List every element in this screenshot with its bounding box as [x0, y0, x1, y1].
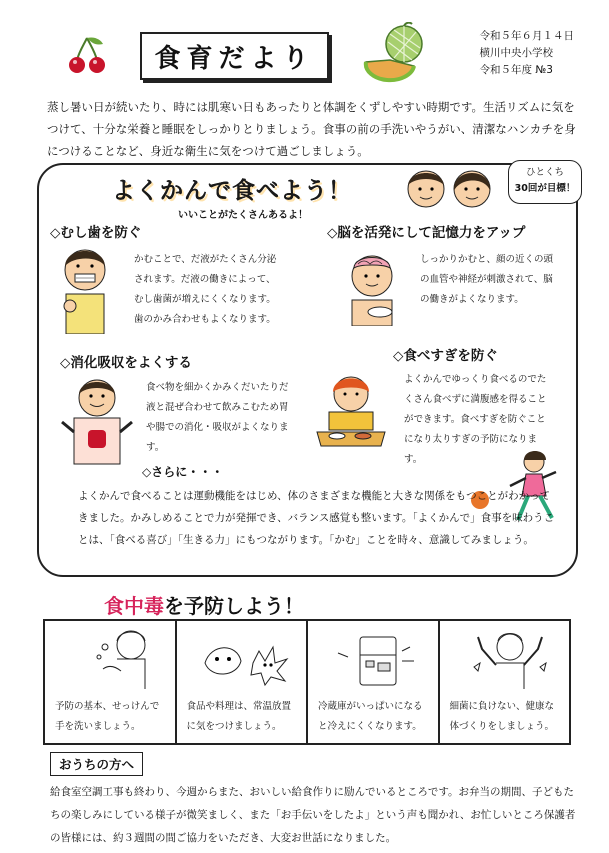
section-text-more: よくかんで食べることは運動機能をはじめ、体のさまざまな機能と大きな関係をもつことがわかってきました。かみしめることで力が発揮でき、バランス感覚も整います。「よくかんで」食事を味わうことは、「食べる喜び」「生きる力」にもつながります。「かむ」ことを時々、意識してみましょう。: [78, 490, 555, 546]
food-poisoning-tips: [43, 619, 571, 745]
section-text-cavities: かむことで、だ液がたくさん分泌されます。だ液の働きによって、むし歯菌が増えにくくなります。歯のかみ合わせもよくなります。: [134, 254, 277, 325]
school-name: 横川中央小学校: [479, 47, 553, 59]
tip-text-health: 細菌に負けない、健康な体づくりをしましょう。: [449, 701, 555, 732]
section-text-brain: しっかりかむと、顔の近くの頭の血管や神経が刺激されて、脳の働きがよくなります。: [420, 254, 554, 305]
girl-eating-brain-illustration: [340, 246, 404, 326]
chewing-catchphrase: よくかんで食べよう！: [112, 178, 352, 204]
boy-brushing-illustration: [56, 244, 114, 334]
intro-text: 蒸し暑い日が続いたり、時には肌寒い日もあったりと体調をくずしやすい時期です。生活リズムに気をつけて、十分な栄養と睡眠をしっかりとりましょう。食事の前の手洗いやうがい、清潔なハンカチを身につけることなど、身近な衛生に気をつけて過ごしましょう。: [47, 100, 576, 158]
parents-text: 給食室空調工事も終わり、今週からまた、おいしい給食作りに励んでいるところです。お弁当の期間、子どもたちの楽しみにしている様子が微笑ましく、また「お手伝いをしたよ」という声も聞かれ、お忙しいところ保護者の皆様には、約３週間の間ご協力をいただき、大変お世話になりました。: [50, 786, 576, 844]
issue-date: 令和５年６月１４日: [479, 30, 574, 42]
tip-card-health: [440, 621, 570, 743]
section-text-digestion: 食べ物を細かくかみくだいたりだ液と混ぜ合わせて飲みこむため胃や腸での消化・吸収がよくなります。: [146, 382, 289, 453]
cherry-icon: [65, 36, 109, 76]
bacteria-illustration: [201, 633, 291, 687]
melon-icon: [360, 22, 430, 84]
chew-goal-bubble: ひとくち 30回が目標！: [508, 160, 582, 204]
tip-text-handwashing: 予防の基本、せっけんで手を洗いましょう。: [55, 701, 160, 732]
issue-number: 令和５年度 №3: [479, 64, 553, 76]
tip-card-fridge: [308, 621, 440, 743]
fridge-illustration: [330, 631, 420, 691]
boy-digestion-illustration: [60, 374, 134, 470]
chewing-subtitle: いいことがたくさんあるよ！: [178, 210, 308, 221]
page-title: 食育だより: [140, 32, 329, 80]
food-poisoning-title: 食中毒を予防しよう！: [104, 594, 304, 618]
section-heading-cavities: ◇むし歯を防ぐ: [50, 225, 142, 241]
header-info: [480, 28, 575, 79]
two-kids-faces: [400, 165, 500, 211]
parents-heading: おうちの方へ: [50, 752, 143, 776]
tip-text-fridge: 冷蔵庫がいっぱいになると冷えにくくなります。: [318, 701, 423, 732]
girl-meal-illustration: [315, 370, 387, 450]
section-heading-digestion: ◇消化吸収をよくする: [60, 355, 192, 371]
section-text-overeating: よくかんでゆっくり食べるのでたくさん食べずに満腹感を得ることができます。食べすぎを防ぐことになり太りすぎの予防になります。: [404, 374, 547, 465]
tip-text-room-temp: 食品や料理は、常温放置に気をつけましょう。: [186, 701, 292, 732]
tip-card-handwashing: [45, 621, 177, 743]
strong-kid-illustration: [470, 627, 550, 689]
section-heading-more: ◇さらに・・・: [142, 465, 224, 479]
tip-card-room-temp: [177, 621, 309, 743]
handwashing-illustration: [91, 627, 161, 689]
section-heading-brain: ◇脳を活発にして記憶力をアップ: [327, 225, 526, 241]
section-heading-overeating: ◇食べすぎを防ぐ: [393, 348, 498, 364]
